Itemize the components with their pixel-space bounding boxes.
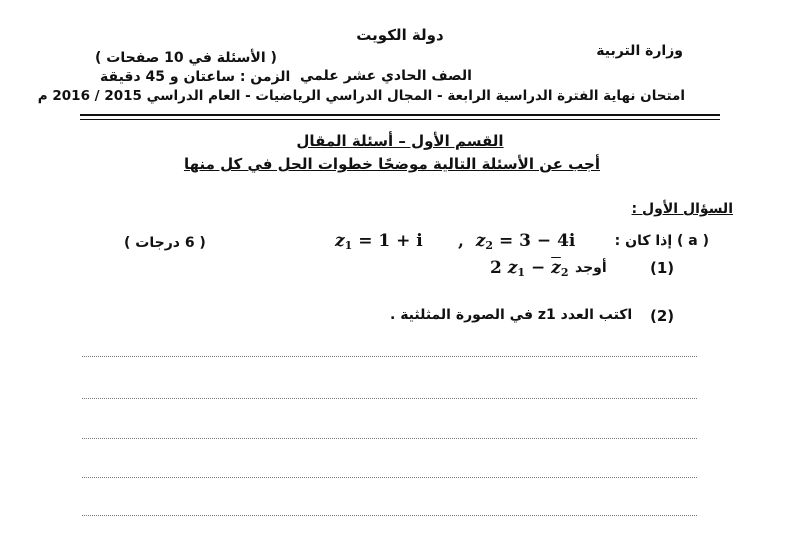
item1-number: (1) bbox=[650, 259, 675, 277]
exam-time: الزمن : ساعتان و 45 دقيقة bbox=[100, 69, 291, 85]
answer-line[interactable] bbox=[82, 398, 697, 399]
grade-label: الصف الحادي عشر علمي bbox=[300, 68, 472, 84]
answer-line[interactable] bbox=[82, 356, 697, 357]
answer-line[interactable] bbox=[82, 438, 697, 439]
item1-text: أوجد bbox=[575, 260, 607, 276]
item2-number: (2) bbox=[650, 307, 675, 325]
z2-equation-value: = 3 − 4i bbox=[499, 231, 576, 251]
degrees-badge: ( 6 درجات ) bbox=[124, 235, 206, 251]
z2-equation: , $z_2 = 3 - 4i$ bbox=[458, 231, 576, 252]
pages-note: ( الأسئلة في 10 صفحات ) bbox=[95, 50, 277, 66]
answer-line[interactable] bbox=[82, 515, 697, 516]
exam-info-line: امتحان نهاية الفترة الدراسية الرابعة - المجال الدراسي الرياضيات - العام الدراسي 2015 / 2016 م bbox=[37, 88, 685, 104]
item1-expression: 2 $z_1 - \overline{z}_2$ bbox=[490, 258, 569, 279]
question-title: السؤال الأول : bbox=[631, 201, 733, 217]
section-instruction: أجب عن الأسئلة التالية موضحًا خطوات الحل في كل منها bbox=[183, 155, 600, 173]
part-a-label: ( a ) إذا كان : bbox=[614, 233, 709, 249]
country-title: دولة الكويت bbox=[356, 26, 444, 44]
item2-text: اكتب العدد z1 في الصورة المثلثية . bbox=[390, 307, 633, 323]
header-divider-thick bbox=[80, 114, 720, 116]
z1-equation-value: = 1 + i bbox=[358, 231, 423, 251]
header-divider-thin bbox=[80, 119, 720, 120]
section-title: القسم الأول – أسئلة المقال bbox=[296, 132, 504, 150]
answer-line[interactable] bbox=[82, 477, 697, 478]
ministry-name: وزارة التربية bbox=[596, 43, 683, 59]
z1-equation: $z_1 = 1 + i$ bbox=[335, 231, 423, 252]
